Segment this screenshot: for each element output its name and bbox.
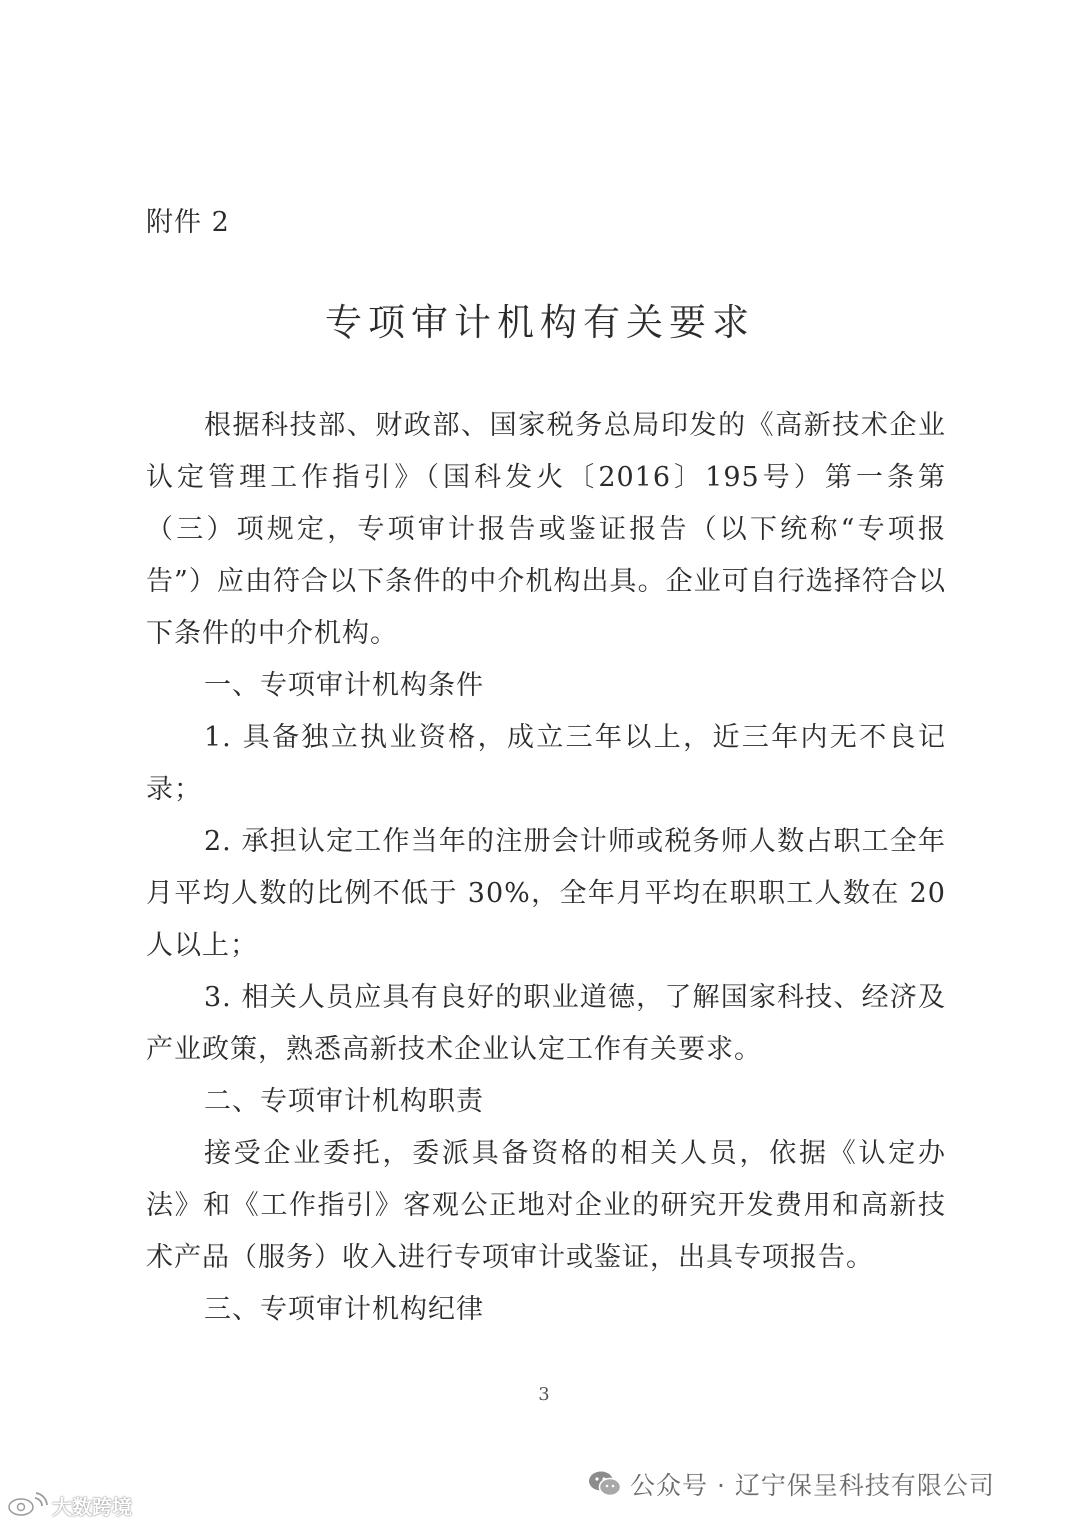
wechat-watermark (588, 1464, 995, 1504)
condition-item-1: 1. 具备独立执业资格，成立三年以上，近三年内无不良记录； (146, 722, 946, 805)
heading-discipline: 三、专项审计机构纪律 (204, 1294, 484, 1325)
paragraph-duties: 接受企业委托，委派具备资格的相关人员，依据《认定办法》和《工作指引》客观公正地对企业的研究开发费用和高新技术产品（服务）收入进行专项审计或鉴证，出具专项报告。 (146, 1138, 946, 1273)
condition-item-3: 3. 相关人员应具有良好的职业道德，了解国家科技、经济及产业政策，熟悉高新技术企业认定工作有关要求。 (146, 982, 946, 1065)
paragraph-intro: 根据科技部、财政部、国家税务总局印发的《高新技术企业认定管理工作指引》（国科发火〔2016〕195号）第一条第（三）项规定，专项审计报告或鉴证报告（以下统称“专项报告”）应由符合以下条件的中介机构出具。企业可自行选择符合以下条件的中介机构。 (146, 410, 946, 649)
weibo-account-text: 大数跨境 (52, 1494, 132, 1519)
weibo-icon (6, 1492, 48, 1518)
heading-conditions: 一、专项审计机构条件 (204, 670, 484, 701)
document-body (146, 400, 946, 1336)
wechat-icon (588, 1470, 622, 1498)
attachment-label: 附件 2 (146, 207, 230, 238)
wechat-account-text: 公众号 · 辽宁保呈科技有限公司 (630, 1471, 995, 1500)
page-number: 3 (538, 1384, 550, 1405)
condition-item-2: 2. 承担认定工作当年的注册会计师或税务师人数占职工全年月平均人数的比例不低于 30%，全年月平均在职职工人数在 20 人以上； (146, 826, 946, 961)
document-title: 专项审计机构有关要求 (325, 301, 755, 344)
heading-duties: 二、专项审计机构职责 (204, 1086, 484, 1117)
weibo-watermark (6, 1488, 132, 1522)
